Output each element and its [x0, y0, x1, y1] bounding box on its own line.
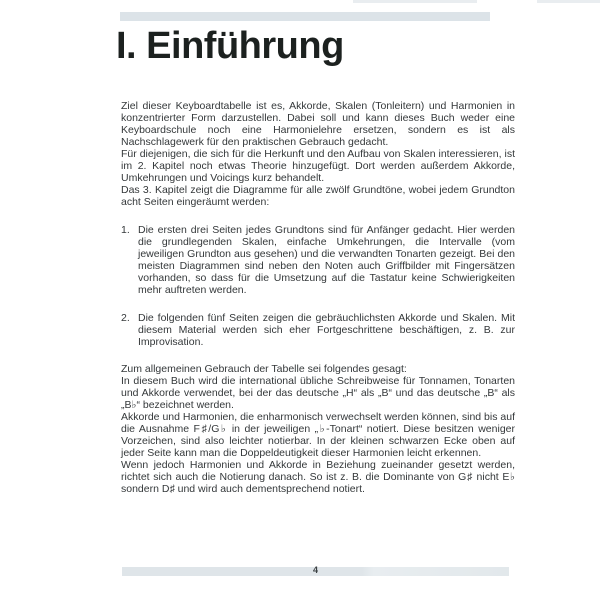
numbered-list-item-1 — [121, 224, 515, 296]
body-text — [121, 100, 515, 495]
list-item-number: 2. — [121, 312, 130, 324]
list-item-text: Die ersten drei Seiten jedes Grundtons sind für Anfänger gedacht. Hier werden die grundlegenden Skalen, einfache Umkehrungen, die Intervalle (vom jeweiligen Grundton aus gesehen) und die verwandten Tonarten gezeigt. Bei den meisten Diagrammen sind neben den Noten auch Griffbilder mit Fingersätzen vorhanden, so dass für die Umsetzung auf die Tastatur keine Schwierigkeiten mehr auftreten werden. — [138, 224, 515, 296]
intro-paragraph-2: Für diejenigen, die sich für die Herkunft und den Aufbau von Skalen interessieren, ist im 2. Kapitel noch etwas Theorie hinzugefügt. Dort werden außerdem Akkorde, Umkehrungen und Voicings kurz behandelt. — [121, 148, 515, 184]
header-rule-bar — [120, 12, 490, 21]
scan-edge-artifact — [353, 0, 477, 3]
footer-rule-bar — [122, 567, 509, 576]
usage-paragraph-2: Akkorde und Harmonien, die enharmonisch verwechselt werden können, sind bis auf die Ausnahme F♯/G♭ in der jeweiligen „♭-Tonart“ notiert. Diese besitzen weniger Vorzeichen, sind also leichter notierbar. In der kleinen schwarzen Ecke oben auf jeder Seite kann man die Doppeldeutigkeit dieser Harmonien leicht erkennen. — [121, 411, 515, 459]
intro-paragraph-3: Das 3. Kapitel zeigt die Diagramme für alle zwölf Grundtöne, wobei jedem Grundton acht Seiten eingeräumt werden: — [121, 184, 515, 208]
page-title: I. Einführung — [116, 25, 344, 67]
usage-paragraph-3: Wenn jedoch Harmonien und Akkorde in Beziehung zueinander gesetzt werden, richtet sich auch die Notierung danach. So ist z. B. die Dominante von G♯ nicht E♭ sondern D♯ und wird auch dementsprechend notiert. — [121, 459, 515, 495]
usage-paragraph-1: In diesem Buch wird die international übliche Schreibweise für Tonnamen, Tonarten und Akkorde verwendet, bei der das deutsche „H“ als „B“ und das deutsche „B“ als „B♭“ bezeichnet werden. — [121, 375, 515, 411]
scan-edge-artifact — [537, 0, 600, 3]
numbered-list-item-2 — [121, 312, 515, 348]
intro-paragraph-1: Ziel dieser Keyboardtabelle ist es, Akkorde, Skalen (Tonleitern) und Harmonien in konzentrierter Form darzustellen. Dabei soll und kann dieses Buch weder eine Keyboardschule noch eine Harmonielehre ersetzen, sondern es ist als Nachschlagewerk für den praktischen Gebrauch gedacht. — [121, 100, 515, 148]
list-item-text: Die folgenden fünf Seiten zeigen die gebräuchlichsten Akkorde und Skalen. Mit diesem Material werden sich eher Fortgeschrittene beschäftigen, z. B. zur Improvisation. — [138, 312, 515, 348]
page-number: 4 — [312, 565, 319, 575]
list-item-number: 1. — [121, 224, 130, 236]
usage-lead-paragraph: Zum allgemeinen Gebrauch der Tabelle sei folgendes gesagt: — [121, 363, 407, 375]
